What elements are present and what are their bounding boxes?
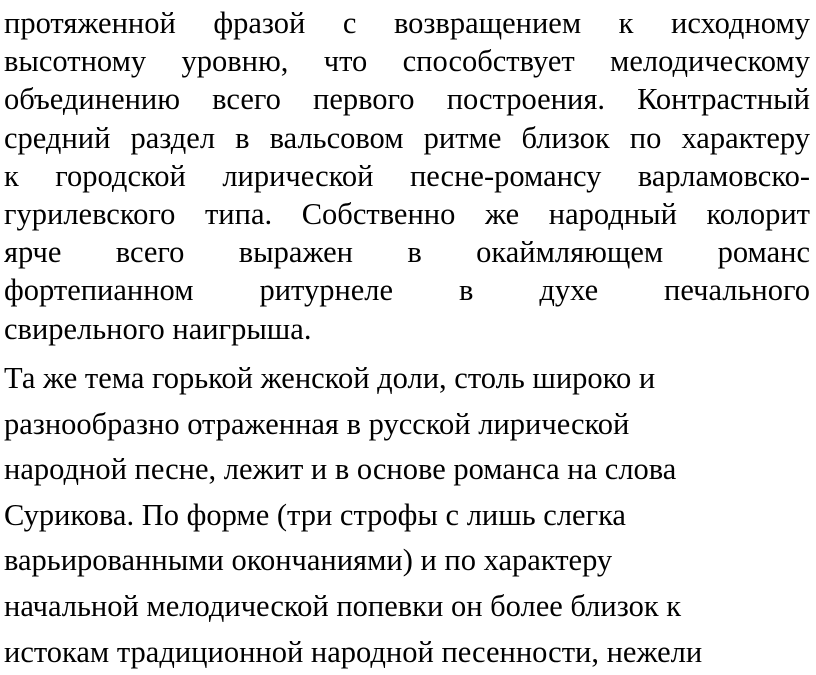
text-line: объединению всего первого построения. Контрастный (4, 82, 810, 117)
text-line: к городской лирической песне-романсу варламовско- (4, 158, 810, 193)
text-line: истокам традиционной народной песенности, нежели (4, 634, 703, 669)
text-line: Сурикова. По форме (три строфы с лишь слегка (4, 497, 626, 532)
text-line: гурилевского типа. Собственно же народный колорит (4, 196, 810, 231)
text-line: ярче всего выражен в окаймляющем романс (4, 235, 810, 270)
paragraph-2 (4, 356, 810, 675)
text-line: народной песне, лежит и в основе романса на слова (4, 452, 677, 487)
text-line: разнообразно отраженная в русской лирической (4, 406, 630, 441)
paragraph-1 (4, 4, 810, 348)
text-line: начальной мелодической попевки он более близок к (4, 588, 682, 623)
text-line: Та же тема горькой женской доли, столь широко и (4, 361, 656, 395)
text-line: высотному уровню, что способствует мелодическому (4, 44, 810, 79)
text-line: фортепианном ритурнеле в духе печального (4, 273, 810, 308)
text-line: протяженной фразой с возвращением к исходному (4, 6, 810, 40)
text-line: свирельного наигрыша. (4, 311, 312, 346)
text-line: варьированными окончаниями) и по характеру (4, 543, 613, 578)
text-line: средний раздел в вальсовом ритме близок по характеру (4, 120, 810, 155)
